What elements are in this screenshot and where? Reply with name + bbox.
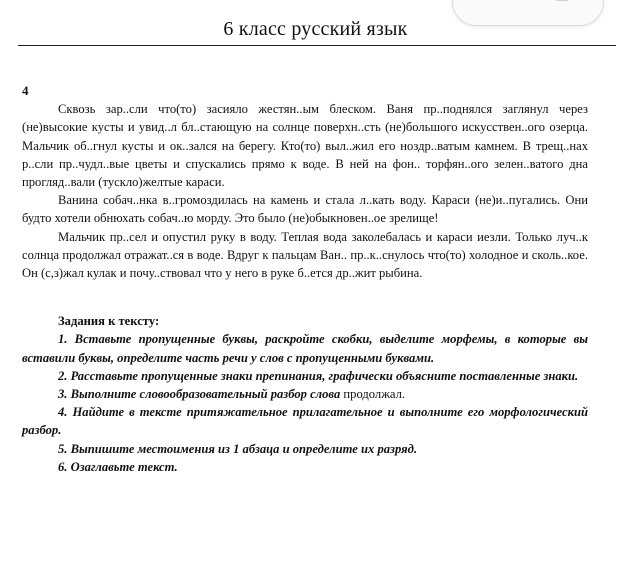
task-item-2 (22, 367, 588, 385)
task-item-5 (22, 440, 588, 458)
document-body (22, 82, 588, 476)
text-paragraph-2: Ванина собач..нка в..громоздилась на камень и стала л..кать воду. Караси (не)и..пугались. Они будто хотели обнюхать собач..ю морду. Это было (не)обыкновен..ое зрелище! (22, 193, 588, 226)
task-item-1 (22, 330, 588, 366)
task-text: 5. Выпишите местоимения из 1 абзаца и определите их разряд. (58, 441, 417, 456)
page-title: 6 класс русский язык (223, 18, 408, 40)
tasks-section (22, 312, 588, 476)
title-underline (18, 45, 616, 46)
task-item-3 (22, 385, 588, 403)
task-item-4 (22, 403, 588, 439)
tasks-heading: Задания к тексту: (58, 314, 160, 329)
task-text: 4. Найдите в тексте притяжательное прилагательное и выполните его морфологический разбор. (22, 405, 588, 438)
task-tail: продолжал. (343, 387, 406, 402)
task-text: 3. Выполните словообразовательный разбор слова (58, 387, 344, 402)
overlay-icon (555, 0, 569, 1)
task-text: 6. Озаглавьте текст. (58, 459, 178, 474)
task-text: 1. Вставьте пропущенные буквы, раскройте скобки, выделите морфемы, в которые вы вставили буквы, определите часть речи у слов с пропущенными буквами. (22, 332, 588, 365)
task-text: 2. Расставьте пропущенные знаки препинания, графически объясните поставленные знаки. (58, 368, 579, 383)
task-item-6 (22, 458, 588, 476)
exercise-number: 4 (22, 83, 29, 98)
text-paragraph-3: Мальчик пр..сел и опустил руку в воду. Теплая вода заколебалась и караси иезли. Только луч..к солнца продолжал отражат..ся в воде. Вдруг к пальцам Ван.. пр..к..снулось что(то) холодное и сколь..кое. Он (с,з)жал кулак и почу..ствовал что у него в руке б..ется др..жит рыбина. (22, 229, 588, 281)
text-paragraph-1: Сквозь зар..сли что(то) засияло жестян..ым блеском. Ваня пр..поднялся заглянул через (не)высокие кусты и увид..л бл..стающую на солнце поверхн..сть (не)большого искусствен..ого озерца. Мальчик об..гнул кусты и ок..зался на берегу. Кто(то) выл..жил его ноздр..ватым камнем. В трещ..нах р..сли пр..чудл..вые цветы и спускались прямо к воде. В ней на фон.. торфян..ого зелен..ватого дна прогляд..вали (тускло)желтые караси. (22, 102, 588, 190)
